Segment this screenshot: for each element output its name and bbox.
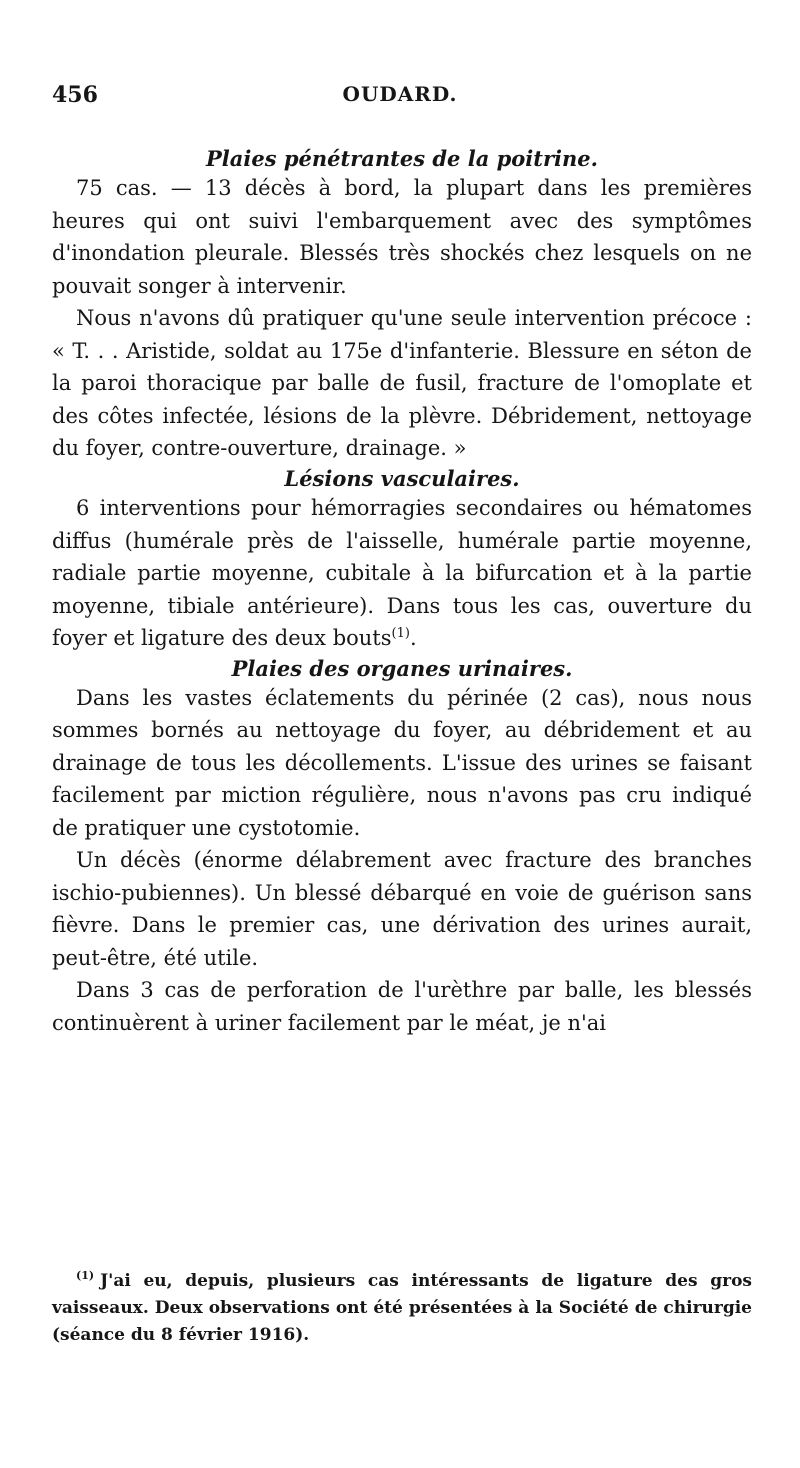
paragraph <box>52 492 752 655</box>
paragraph-text: 6 interventions pour hémorragies secondaires ou hématomes diffus (humérale près de l'aisselle, humérale partie moyenne, radiale partie moyenne, cubitale à la bifurcation et à la partie moyenne, tibiale antérieure). Dans tous les cas, ouverture du foyer et ligature des deux bouts <box>52 496 752 651</box>
footnote-text: J'ai eu, depuis, plusieurs cas intéressants de ligature des gros vaisseaux. Deux observations ont été présentées à la Société de chirurgie (séance du 8 février 1916). <box>52 1271 752 1345</box>
footnote-reference: (1) <box>391 626 410 642</box>
paragraph: Nous n'avons dû pratiquer qu'une seule intervention précoce : « T. . . Aristide, soldat au 175e d'infanterie. Blessure en séton de la paroi thoracique par balle de fusil, fracture de l'omoplate et des côtes infectée, lésions de la plèvre. Débridement, nettoyage du foyer, contre-ouverture, drainage. » <box>52 306 752 461</box>
section-heading-chest-wounds: Plaies pénétrantes de la poitrine. <box>206 146 598 171</box>
section-heading-urinary-wounds: Plaies des organes urinaires. <box>231 655 573 681</box>
running-title: OUDARD. <box>342 82 458 106</box>
footnote-marker: (1) <box>76 1269 95 1283</box>
paragraph: Un décès (énorme délabrement avec fracture des branches ischio-pubiennes). Un blessé débarqué en voie de guérison sans fièvre. Dans le premier cas, une dérivation des urines aurait, peut-être, été utile. <box>52 848 752 970</box>
page-body <box>52 145 752 1039</box>
paragraph: Dans 3 cas de perforation de l'urèthre par balle, les blessés continuèrent à uriner facilement par le méat, je n'ai <box>52 978 752 1035</box>
footnote <box>52 1268 752 1349</box>
paragraph-end-punctuation: . <box>409 626 417 651</box>
paragraph: Dans les vastes éclatements du périnée (2 cas), nous nous sommes bornés au nettoyage du foyer, au débridement et au drainage de tous les décollements. L'issue des urines se faisant facilement par miction régulière, nous n'avons pas cru indiqué de pratiquer une cystotomie. <box>52 685 752 840</box>
section-heading-vascular-lesions: Lésions vasculaires. <box>284 465 520 491</box>
page-header <box>52 82 748 112</box>
paragraph: 75 cas. — 13 décès à bord, la plupart dans les premières heures qui ont suivi l'embarquement avec des symptômes d'inondation pleurale. Blessés très shockés chez lesquels on ne pouvait songer à intervenir. <box>52 176 752 298</box>
page-number: 456 <box>52 82 98 108</box>
